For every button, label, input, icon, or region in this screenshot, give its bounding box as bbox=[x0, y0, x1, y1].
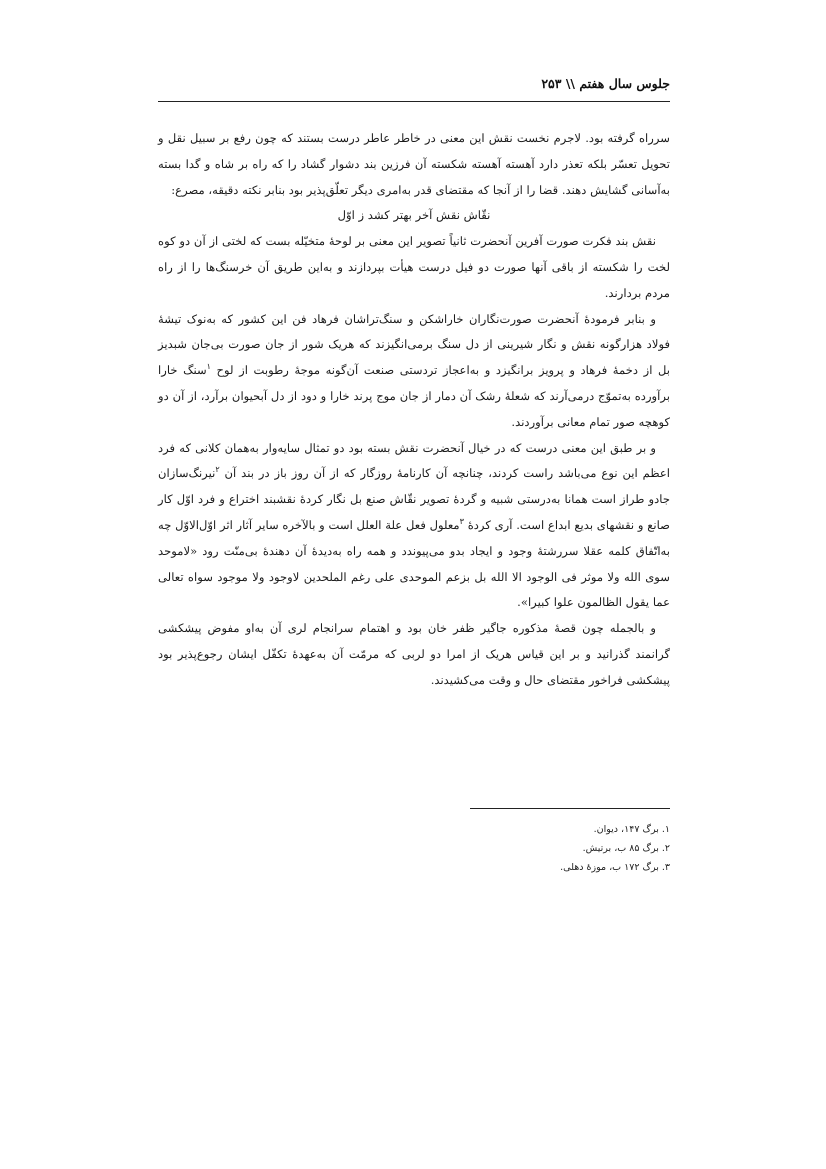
footnote-ref-2: ۲ bbox=[215, 465, 220, 475]
paragraph-4-text-c: معلول فعل علة العلل است و بالآخره سایر آثار اثر اوّل‌الاوّل چه به‌اتّفاق کلمه عقلا سررشتهٔ وجود و ایجاد بدو می‌پیوندد و همه راه به‌دیدهٔ آن دهندهٔ بی‌منّت رود «لاموحد سوی الله ولا موثر فی الوجود الا الله بل بزعم الموحدی علی رغم الملحدین لاوجود ولا موجود سواه تعالی عما یقول الظالمون علوا کبیرا». bbox=[158, 517, 670, 610]
footnote-rule bbox=[470, 808, 670, 809]
body-text bbox=[158, 126, 670, 694]
paragraph-4 bbox=[158, 436, 670, 617]
paragraph-5: و بالجمله چون قصهٔ مذکوره جاگیر ظفر خان بود و اهتمام سرانجام لری آن به‌او مفوض پیشکشی گرانمند گذرانید و بر این قیاس هریک از امرا دو لربی که مرمّت آن به‌عهدهٔ تکفّل ایشان رجوع‌پذیر بود پیشکشی فراخور مقتضای حال و وقت می‌کشیدند. bbox=[158, 621, 670, 687]
footnote-3: ۳. برگ ۱۷۲ ب، موزهٔ دهلی. bbox=[560, 862, 670, 873]
paragraph-3 bbox=[158, 307, 670, 436]
paragraph-3-text-b: سنگ خارا برآورده به‌تموّج درمی‌آرند که شعلهٔ رشک آن دمار از جان موج پرند خارا و دود از دل آبحیوان برآرد، از آن دو کوهچه صور تمام معانی برآوردند. bbox=[158, 363, 670, 429]
footnotes bbox=[470, 820, 670, 877]
footnote-ref-1: ۱ bbox=[206, 362, 211, 372]
verse-line: نقّاش نقش آخر بهتر کشد ز اوّل bbox=[337, 208, 491, 223]
header-rule bbox=[158, 101, 670, 102]
paragraph-4-text-a: و بر طبق این معنی درست که در خیال آنحضرت نقش بسته بود دو تمثال سایه‌وار به‌همان کلانی که فرد اعظم این نوع می‌باشد راست کردند، چنانچه آن کارنامهٔ روزگار که از آن روز باز در بند آن bbox=[158, 440, 670, 481]
footnote-ref-3: ۳ bbox=[459, 517, 464, 527]
footnote-2: ۲. برگ ۸۵ ب، برتیش. bbox=[582, 843, 670, 854]
paragraph-3-text-a: و بنابر فرمودهٔ آنحضرت صورت‌نگاران خاراشکن و سنگ‌تراشان فرهاد فن این کشور که به‌نوک تیشهٔ فولاد هزارگونه نقش و نگار شیرینی از دل سنگ برمی‌انگیزند که هریک شور از جان صورت بی‌جان شبدیز بل از دخمهٔ فرهاد و پرویز برانگیزد و به‌اعجاز تردستی صنعت آن‌گونه موجهٔ رطوبت از لوح bbox=[158, 311, 670, 378]
running-header: جلوس سال هفتم \\ ۲۵۳ bbox=[541, 76, 670, 91]
paragraph-2: نقش بند فکرت صورت آفرین آنحضرت ثانیاً تصویر این معنی بر لوحهٔ متخیّله بست که لختی از آن دو کوه لخت را شکسته از باقی آنها صورت دو فیل درست هیأت بپردازند و به‌این طریق آن خرسنگ‌ها را از راه مردم بردارند. bbox=[158, 234, 670, 300]
paragraph-4-text-b: نیرنگ‌سازان جادو طراز است همانا به‌درستی شبیه و گردهٔ تصویر نقّاش صنع بل نگار کردهٔ نقشبند اختراع و فرد اوّل کار صانع و نقشهای بدیع ابداع است. آری کردهٔ bbox=[158, 466, 670, 532]
paragraph-1: سرراه گرفته بود. لاجرم نخست نقش این معنی در خاطر عاطر درست بستند که چون رفع بر سبیل نقل و تحویل تعسّر بلکه تعذر دارد آهسته آهسته شکسته آن فرزین بند دشوار گشاد را که راه بر شاه و گدا بسته به‌آسانی گشایش دهند. قضا را از آنجا که مقتضای قدر به‌امری دیگر تعلّق‌پذیر بود بنابر نکته دقیقه، مصرع: bbox=[158, 131, 670, 197]
footnote-1: ۱. برگ ۱۴۷، دیوان. bbox=[593, 824, 670, 835]
